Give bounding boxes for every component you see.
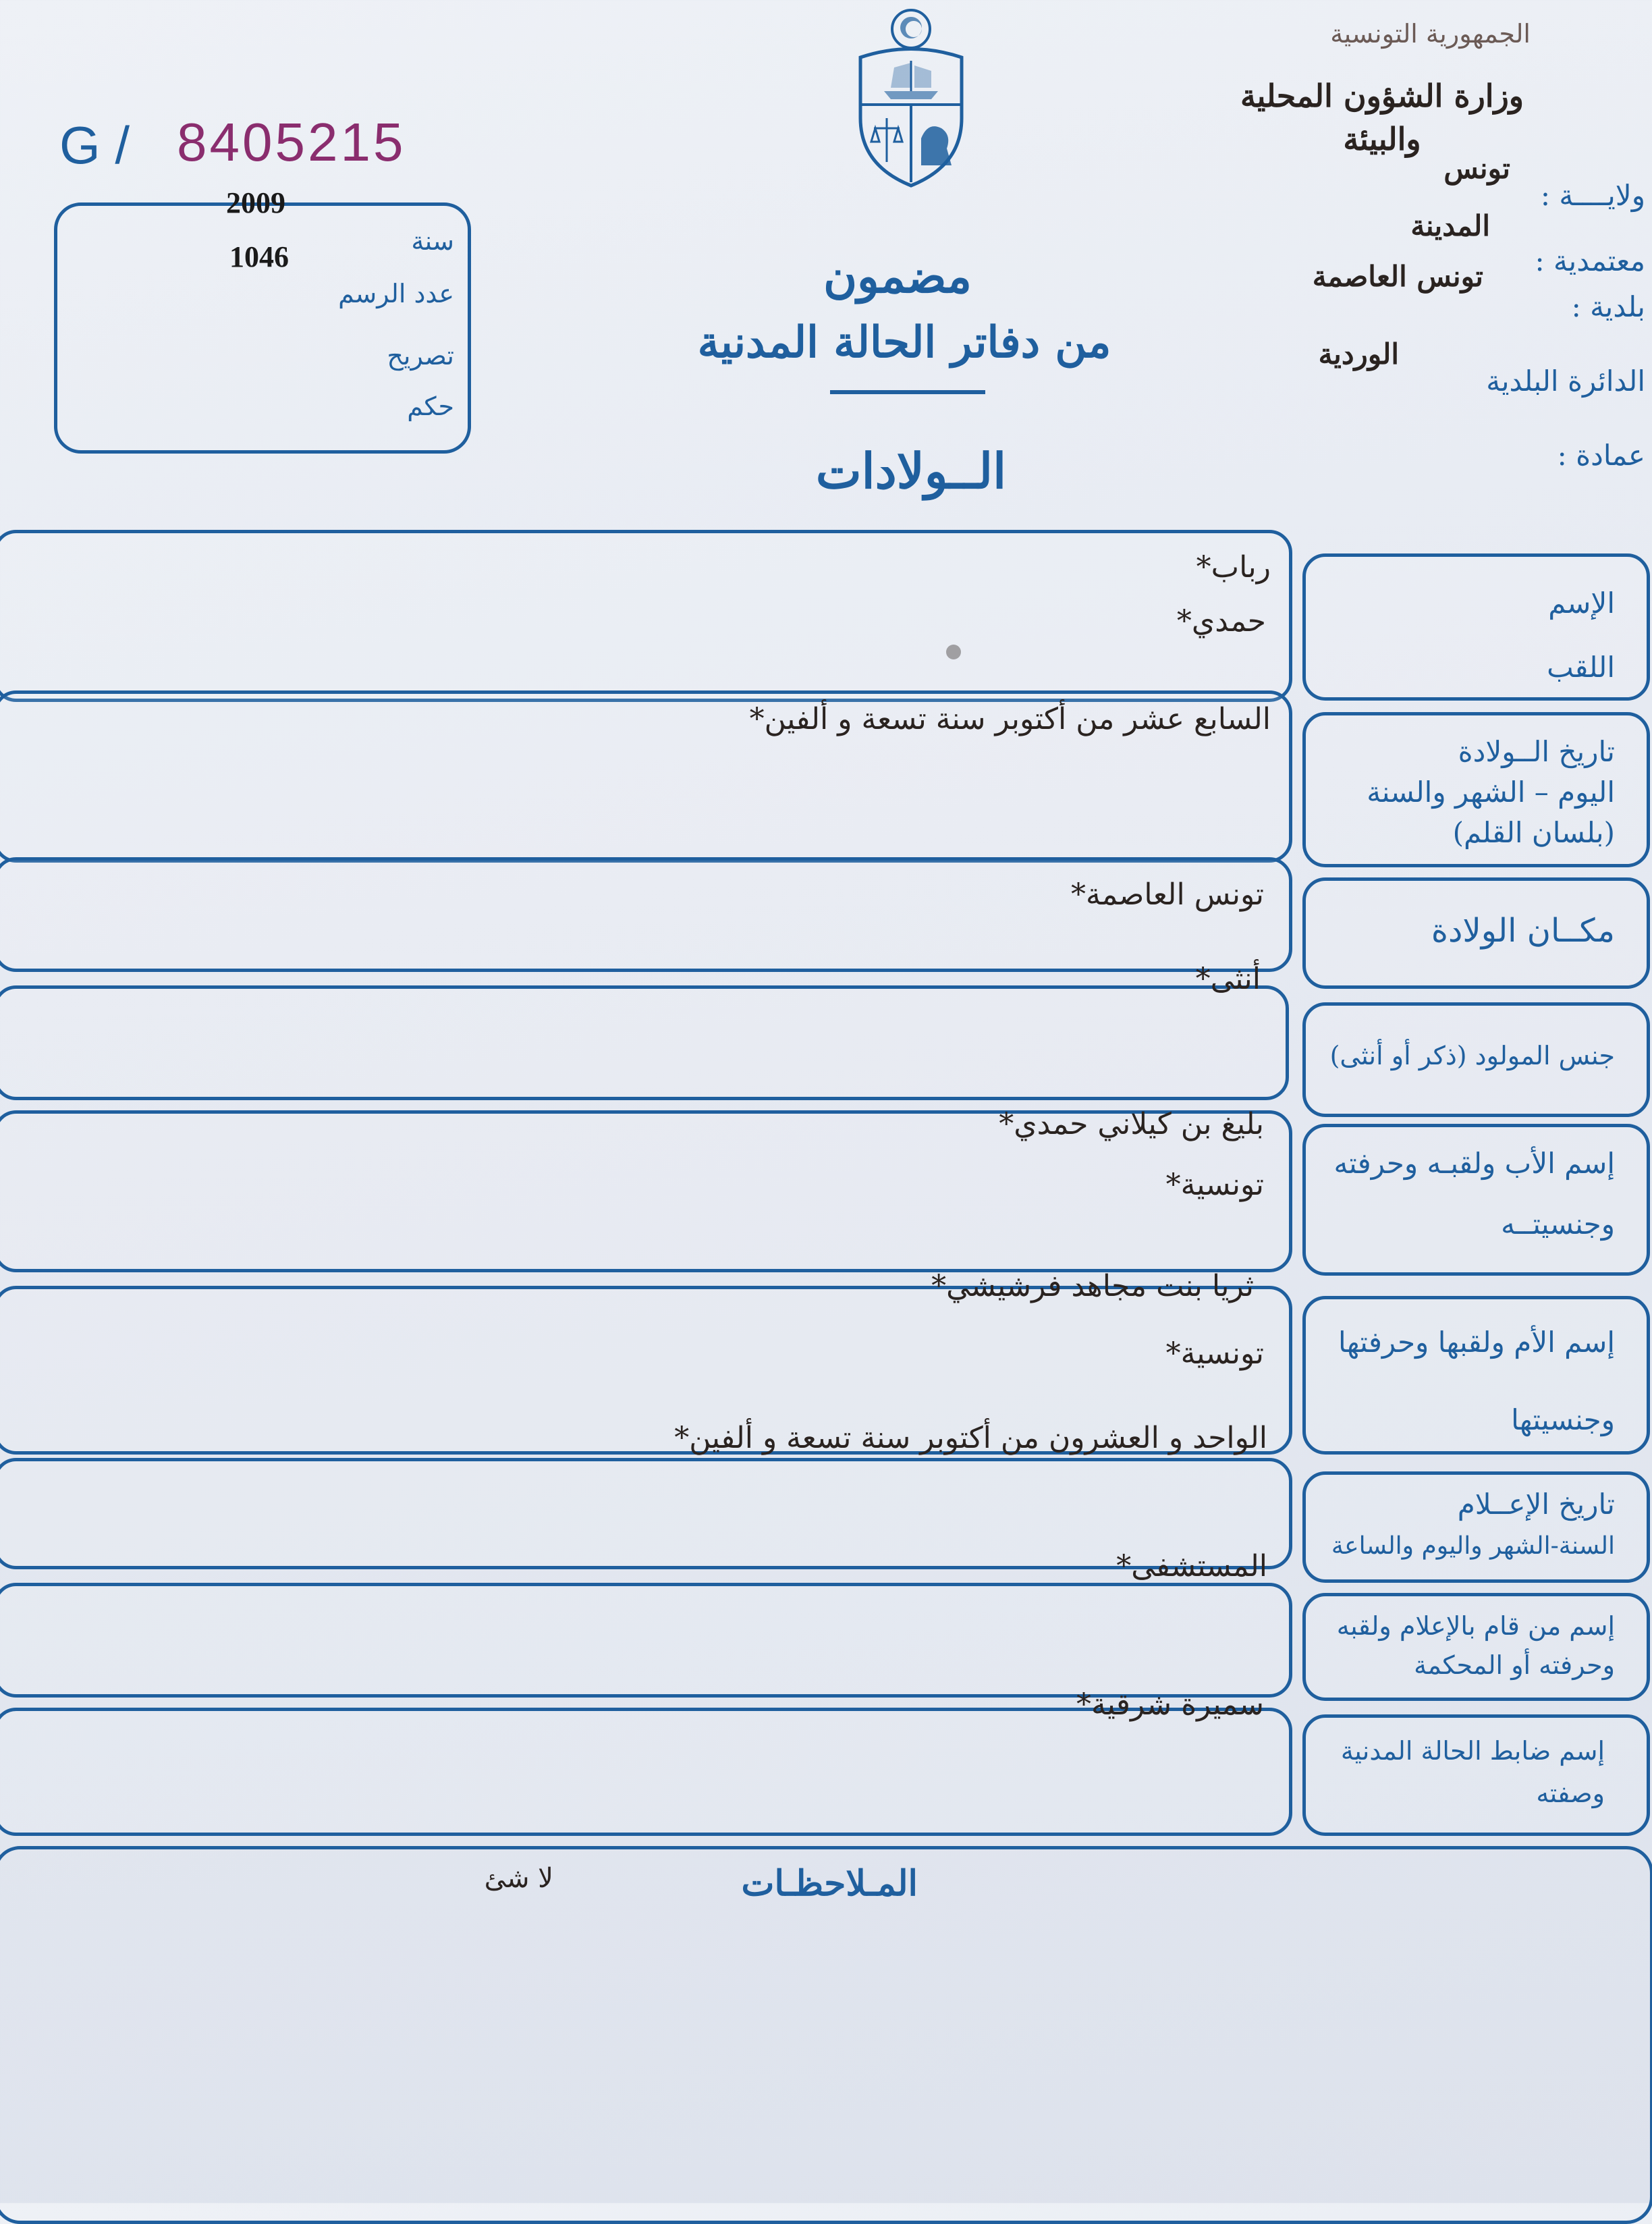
coat-of-arms-emblem	[847, 3, 975, 192]
sex-value-box	[0, 985, 1289, 1100]
last-name-label: اللقب	[1547, 651, 1615, 684]
birth-place-label: مكــان الولادة	[1431, 912, 1615, 950]
ministry-name	[1207, 74, 1558, 161]
ink-spot	[946, 645, 961, 659]
declaration-date-label: تاريخ الإعــلام	[1457, 1488, 1615, 1521]
serial-number: 8405215	[177, 112, 406, 172]
declarant-value-box	[0, 1583, 1292, 1698]
declaration-date-sublabel: السنة-الشهر واليوم والساعة	[1331, 1532, 1615, 1560]
sex-label: جنس المولود (ذكر أو أنثى)	[1329, 1041, 1615, 1070]
judgment-label: حكم	[407, 391, 454, 421]
officer-sublabel: وصفته	[1536, 1779, 1605, 1808]
birth-date-sublabel: اليوم – الشهر والسنة	[1367, 776, 1615, 809]
year-label: سنة	[411, 226, 454, 256]
municipality-value: تونس العاصمة	[1312, 260, 1483, 293]
mother-nationality-value: تونسية*	[1165, 1336, 1264, 1371]
declaration-date-value: الواحد و العشرون من أكتوبر سنة تسعة و ألفين*	[674, 1421, 1267, 1455]
officer-label: إسم ضابط الحالة المدنية	[1340, 1736, 1605, 1766]
birth-date-value: السابع عشر من أكتوبر سنة تسعة و ألفين*	[749, 702, 1271, 736]
birth-date-words-label: (بلسان القلم)	[1452, 816, 1615, 849]
delegation-value: المدينة	[1410, 209, 1490, 242]
father-label-nationality: وجنسيتــه	[1501, 1208, 1615, 1241]
last-name-value: حمدي*	[1176, 604, 1266, 639]
municipality-label: بلدية :	[1571, 290, 1645, 323]
serial-prefix: G /	[59, 115, 130, 175]
delegation-label: معتمدية :	[1535, 244, 1645, 277]
declarant-value: المستشفى*	[1116, 1549, 1267, 1583]
document-subtitle: من دفاتر الحالة المدنية	[697, 317, 1111, 368]
mother-label-nationality: وجنسيتها	[1511, 1403, 1615, 1436]
first-name-value: رباب*	[1196, 550, 1271, 585]
mother-name-value: ثريا بنت مجاهد فرشيشي*	[931, 1269, 1254, 1303]
officer-value: سميرة شرقية*	[1076, 1687, 1264, 1722]
father-name-value: بليغ بن كيلاني حمدي*	[999, 1107, 1264, 1141]
republic-title: الجمهورية التونسية	[1330, 19, 1531, 49]
sex-value: أنثى*	[1195, 962, 1261, 996]
remarks-label: المـلاحظـات	[741, 1863, 918, 1904]
first-name-label: الإسم	[1548, 587, 1615, 620]
registration-info-box	[54, 186, 471, 454]
subtitle-underline	[830, 390, 985, 394]
sector-label: عمادة :	[1557, 439, 1645, 472]
mother-label: إسم الأم ولقبها وحرفتها	[1338, 1326, 1615, 1359]
record-number-value: 1046	[229, 240, 289, 273]
father-nationality-value: تونسية*	[1165, 1168, 1264, 1202]
declarant-label: إسم من قام بالإعلام ولقبه	[1336, 1611, 1615, 1641]
governorate-label: ولايــــة :	[1540, 179, 1645, 212]
document-title: مضمون	[823, 250, 972, 304]
municipal-district-value: الوردية	[1318, 337, 1399, 371]
register-type-title: الــولادات	[815, 442, 1007, 499]
record-number-label: عدد الرسم	[338, 279, 454, 308]
declarant-sublabel: وحرفته أو المحكمة	[1414, 1650, 1615, 1680]
ministry-line-2: والبيئة	[1343, 121, 1421, 157]
governorate-value: تونس	[1443, 152, 1510, 185]
year-value: 2009	[226, 186, 285, 219]
ministry-line-1: وزارة الشؤون المحلية	[1240, 78, 1524, 114]
birth-place-value-box	[0, 857, 1292, 972]
birth-place-value: تونس العاصمة*	[1071, 877, 1264, 912]
father-label: إسم الأب ولقبـه وحرفته	[1333, 1147, 1615, 1180]
birth-date-label: تاريخ الــولادة	[1458, 735, 1615, 768]
municipal-district-label: الدائرة البلدية	[1486, 364, 1645, 398]
declaration-label: تصريح	[387, 341, 454, 371]
officer-value-box	[0, 1708, 1292, 1836]
remarks-value: لا شئ	[484, 1863, 553, 1894]
